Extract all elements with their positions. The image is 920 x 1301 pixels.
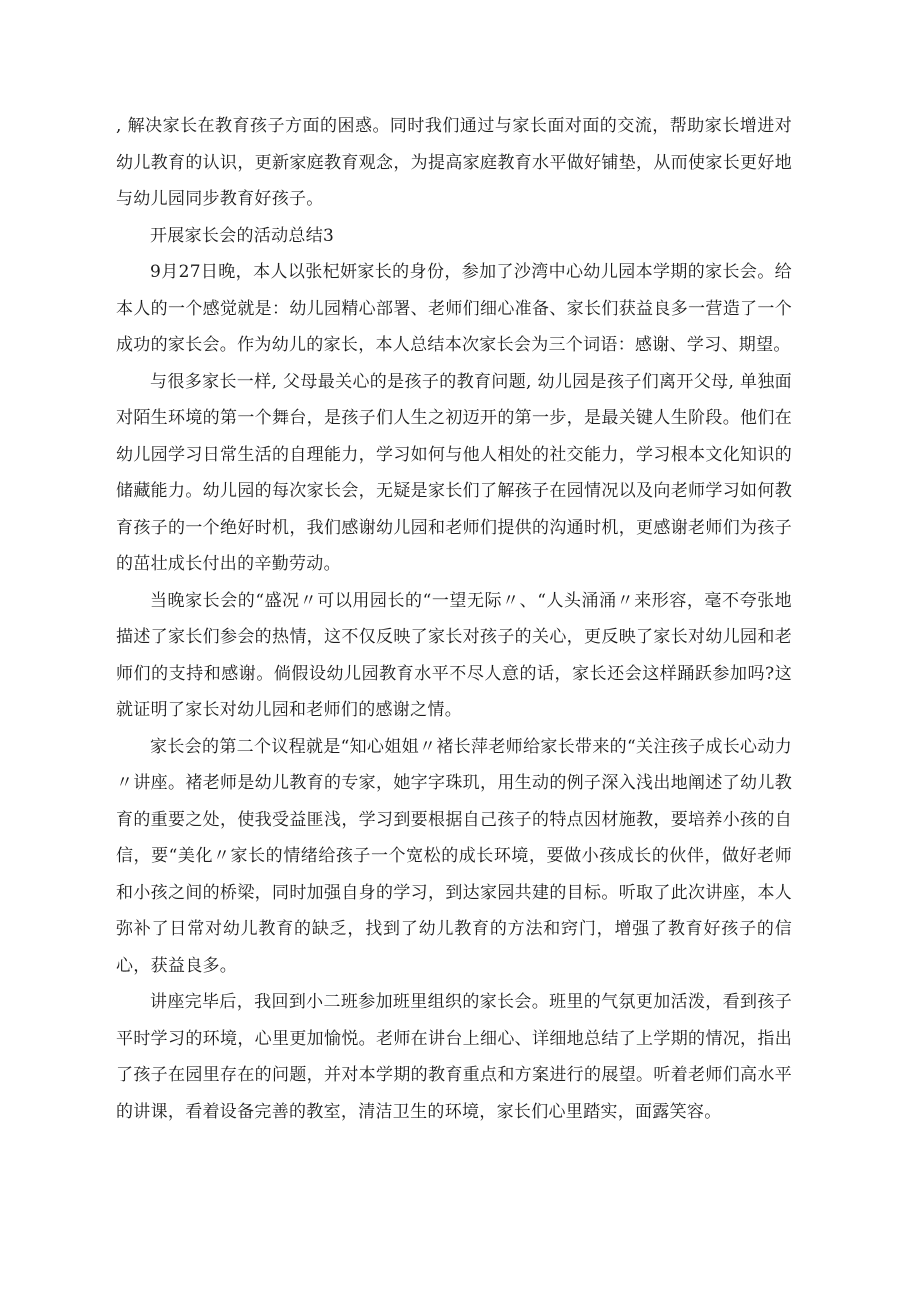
section-heading: 开展家长会的活动总结3 <box>150 225 335 246</box>
paragraph-lecture: 家长会的第二个议程就是“知心姐姐〃褚长萍老师给家长带来的“关注孩子成长心动力〃讲座。褚老师是幼儿教育的专家，她字字珠玑，用生动的例子深入浅出地阐述了幼儿教育的重要之处，使我受益匪浅，学习到要根据自己孩子的特点因材施教，要培养小孩的自信，要“美化〃家长的情绪给孩子一个宽松的成长环境，要做小孩成长的伙伴，做好老师和小孩之间的桥梁，同时加强自身的学习，到达家园共建的目标。听取了此次讲座，本人弥补了日常对幼儿教育的缺乏，找到了幼儿教育的方法和窍门，增强了教育好孩子的信心，获益良多。 <box>116 736 792 976</box>
paragraph-class-meeting: 讲座完毕后，我回到小二班参加班里组织的家长会。班里的气氛更加活泼，看到孩子平时学习的环境，心里更加愉悦。老师在讲台上细心、详细地总结了上学期的情况，指出了孩子在园里存在的问题，并对本学期的教育重点和方案进行的展望。听着老师们高水平的讲课，看着设备完善的教室，清洁卫生的环境，家长们心里踏实，面露笑容。 <box>116 992 792 1122</box>
paragraph-continuation: , 解决家长在教育孩子方面的困惑。同时我们通过与家长面对面的交流，帮助家长增进对幼儿教育的认识，更新家庭教育观念，为提高家庭教育水平做好铺垫，从而使家长更好地与幼儿园同步教育好孩子。 <box>116 116 792 209</box>
paragraph-attendance: 当晚家长会的“盛况〃可以用园长的“一望无际〃、“人头涌涌〃来形容，毫不夸张地描述了家长们参会的热情，这不仅反映了家长对孩子的关心，更反映了家长对幼儿园和老师们的支持和感谢。倘假设幼儿园教育水平不尽人意的话，家长还会这样踊跃参加吗?这就证明了家长对幼儿园和老师们的感谢之情。 <box>116 590 792 720</box>
document-page <box>116 108 792 1130</box>
paragraph-intro: 9月27日晚，本人以张杞妍家长的身份，参加了沙湾中心幼儿园本学期的家长会。给本人的一个感觉就是：幼儿园精心部署、老师们细心准备、家长们获益良多一营造了一个成功的家长会。作为幼儿的家长，本人总结本次家长会为三个词语：感谢、学习、期望。 <box>116 262 792 355</box>
paragraph-education: 与很多家长一样, 父母最关心的是孩子的教育问题, 幼儿园是孩子们离开父母, 单独面对陌生环境的第一个舞台，是孩子们人生之初迈开的第一步，是最关键人生阶段。他们在幼儿园学习日常生活的自理能力，学习如何与他人相处的社交能力，学习根本文化知识的储藏能力。幼儿园的每次家长会，无疑是家长们了解孩子在园情况以及向老师学习如何教育孩子的一个绝好时机，我们感谢幼儿园和老师们提供的沟通时机，更感谢老师们为孩子的茁壮成长付出的辛勤劳动。 <box>116 371 792 574</box>
